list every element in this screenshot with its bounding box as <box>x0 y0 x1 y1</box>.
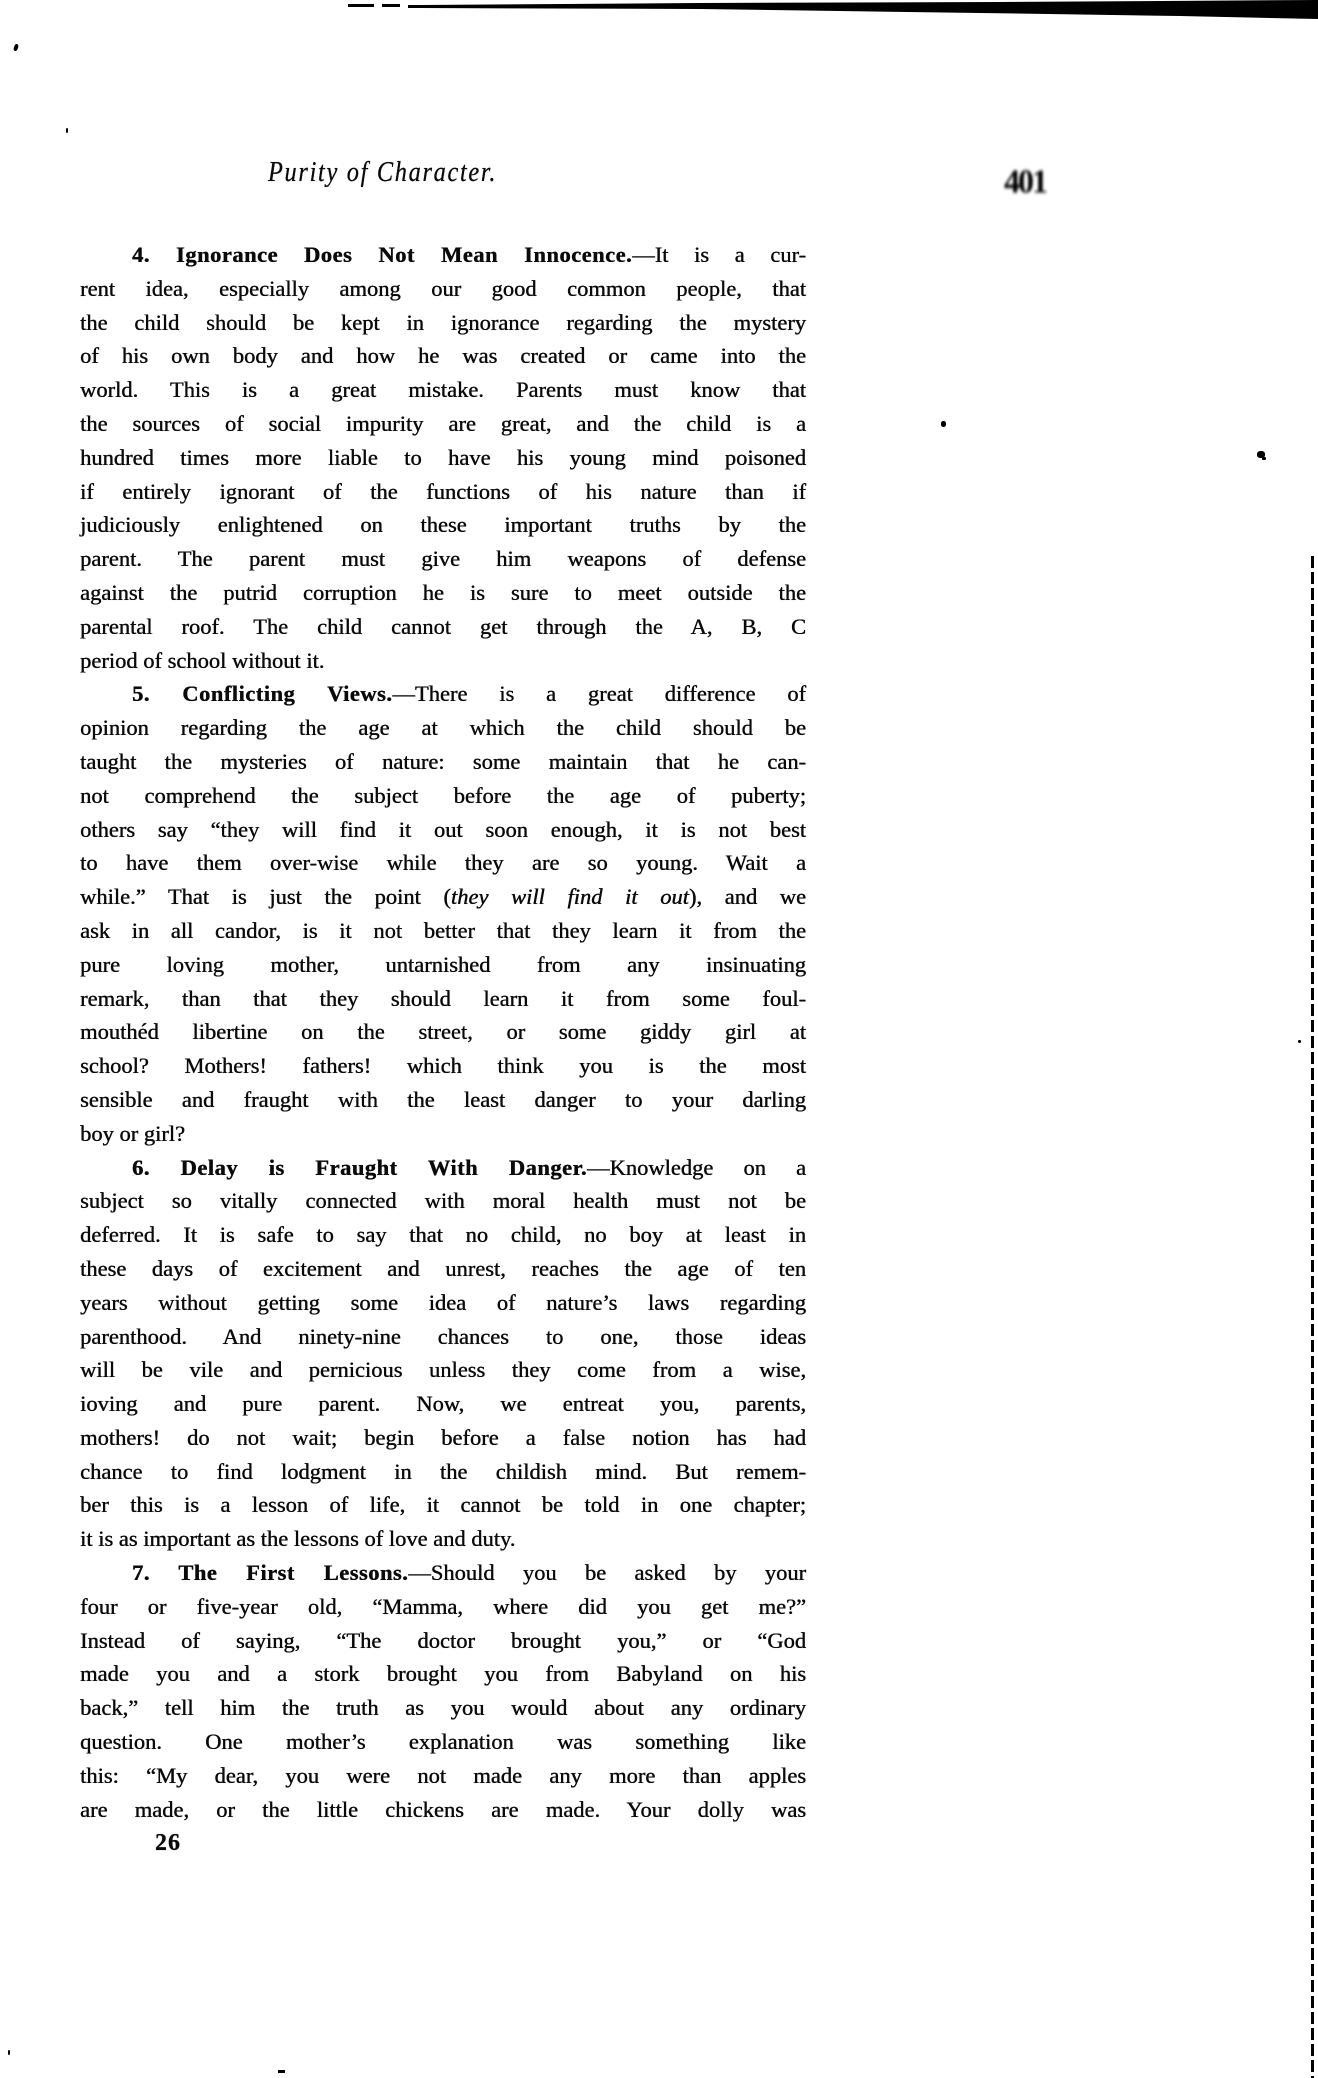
text-segment: sensible and fraught with the least danger to your darling <box>80 1086 806 1112</box>
text-line <box>80 846 806 880</box>
text-line <box>80 1691 806 1725</box>
text-segment: this: “My dear, you were not made any more than apples <box>80 1762 806 1788</box>
paragraph <box>80 238 806 677</box>
text-line <box>80 1049 806 1083</box>
text-line <box>80 475 806 509</box>
text-line <box>80 745 806 779</box>
text-segment: opinion regarding the age at which the child should be <box>80 715 806 741</box>
text-segment: against the putrid corruption he is sure to meet outside the <box>80 579 806 605</box>
text-segment: will be vile and pernicious unless they come from a wise, <box>80 1357 806 1383</box>
text-line <box>80 1522 806 1556</box>
paragraph <box>80 1151 806 1557</box>
text-line <box>80 1725 806 1759</box>
text-segment: if entirely ignorant of the functions of his nature than if <box>80 478 806 504</box>
paragraph <box>80 1556 806 1826</box>
paragraph-heading: 6. Delay is Fraught With Danger. <box>132 1154 588 1180</box>
ink-speck <box>278 2070 285 2073</box>
text-segment: they will find it out <box>450 884 689 910</box>
text-line <box>80 1184 806 1218</box>
text-segment: pure loving mother, untarnished from any insinuating <box>80 951 806 977</box>
text-segment: remark, than that they should learn it from some foul- <box>80 985 806 1011</box>
text-segment: hundred times more liable to have his young mind poisoned <box>80 444 806 470</box>
text-segment: deferred. It is safe to say that no child, no boy at least in <box>80 1222 806 1248</box>
text-segment: are made, or the little chickens are made. Your dolly was <box>80 1796 806 1822</box>
ink-speck <box>1298 1040 1301 1043</box>
running-header-title: Purity of Character. <box>268 156 498 188</box>
text-line <box>80 914 806 948</box>
text-line <box>80 677 806 711</box>
text-segment: parenthood. And ninety-nine chances to one, those ideas <box>80 1323 806 1349</box>
text-line <box>80 1455 806 1489</box>
text-segment: years without getting some idea of nature’s laws regarding <box>80 1289 806 1315</box>
text-segment: world. This is a great mistake. Parents must know that <box>80 377 806 403</box>
text-segment: ioving and pure parent. Now, we entreat you, parents, <box>80 1391 806 1417</box>
text-segment: chance to find lodgment in the childish mind. But remem- <box>80 1458 806 1484</box>
text-segment: the sources of social impurity are great, and the child is a <box>80 410 806 436</box>
text-line <box>80 982 806 1016</box>
text-segment: judiciously enlightened on these important truths by the <box>80 512 806 538</box>
text-segment: back,” tell him the truth as you would about any ordinary <box>80 1695 806 1721</box>
text-segment: not comprehend the subject before the age of puberty; <box>80 782 806 808</box>
text-segment: —There is a great difference of <box>392 681 806 707</box>
text-segment: made you and a stork brought you from Babyland on his <box>80 1661 806 1687</box>
text-segment: subject so vitally connected with moral health must not be <box>80 1188 806 1214</box>
text-segment: school? Mothers! fathers! which think you is the most <box>80 1053 806 1079</box>
text-line <box>80 779 806 813</box>
text-line <box>80 1083 806 1117</box>
text-line <box>80 441 806 475</box>
text-segment: ), and we <box>688 884 806 910</box>
text-line <box>80 1151 806 1185</box>
ink-speck <box>66 128 68 133</box>
signature-mark: 26 <box>155 1830 181 1856</box>
text-line <box>80 1252 806 1286</box>
text-line <box>80 948 806 982</box>
text-segment: —It is a cur- <box>632 242 806 267</box>
text-segment: parent. The parent must give him weapons of defense <box>80 546 806 572</box>
text-segment: period of school without it. <box>80 647 325 673</box>
text-segment: of his own body and how he was created or came into the <box>80 343 806 369</box>
text-line <box>80 1218 806 1252</box>
text-line <box>80 272 806 306</box>
text-line <box>80 813 806 847</box>
text-segment: rent idea, especially among our good common people, that <box>80 275 806 301</box>
scan-artifact-right-line <box>1311 556 1314 2078</box>
text-line <box>80 1590 806 1624</box>
text-line <box>80 610 806 644</box>
scan-artifact-top-bar <box>0 0 1318 24</box>
text-segment: question. One mother’s explanation was something like <box>80 1729 806 1755</box>
text-line <box>80 306 806 340</box>
text-line <box>80 1759 806 1793</box>
text-line <box>80 1286 806 1320</box>
text-line <box>80 542 806 576</box>
text-block <box>80 238 806 1826</box>
ink-speck <box>1257 451 1265 458</box>
text-segment: others say “they will find it out soon enough, it is not best <box>80 816 806 842</box>
paragraph-heading: 5. Conflicting Views. <box>132 681 393 707</box>
text-segment: parental roof. The child cannot get through the A, B, C <box>80 613 806 639</box>
text-line <box>80 1657 806 1691</box>
text-line <box>80 1387 806 1421</box>
paragraph <box>80 677 806 1150</box>
text-line <box>80 508 806 542</box>
ink-speck <box>13 44 19 52</box>
text-line <box>80 407 806 441</box>
text-segment: mothers! do not wait; begin before a false notion has had <box>80 1424 806 1450</box>
ink-speck <box>941 421 946 427</box>
text-line <box>80 238 806 272</box>
text-line <box>80 1793 806 1827</box>
text-line <box>80 1015 806 1049</box>
text-line <box>80 339 806 373</box>
text-line <box>80 644 806 678</box>
text-line <box>80 1117 806 1151</box>
text-segment: while.” That is just the point ( <box>80 884 451 910</box>
text-segment: —Should you be asked by your <box>408 1560 806 1586</box>
page-number: 401 <box>1004 162 1046 200</box>
text-segment: taught the mysteries of nature: some maintain that he can- <box>80 748 806 774</box>
text-line <box>80 1556 806 1590</box>
text-line <box>80 1624 806 1658</box>
text-segment: —Knowledge on a <box>587 1154 807 1180</box>
text-segment: boy or girl? <box>80 1120 185 1146</box>
ink-speck <box>8 2050 10 2055</box>
text-segment: these days of excitement and unrest, reaches the age of ten <box>80 1255 806 1281</box>
text-line <box>80 1421 806 1455</box>
text-segment: ask in all candor, is it not better that they learn it from the <box>80 917 806 943</box>
text-line <box>80 576 806 610</box>
text-line <box>80 1488 806 1522</box>
text-segment: four or five-year old, “Mamma, where did you get me?” <box>80 1593 806 1619</box>
paragraph-heading: 4. Ignorance Does Not Mean Innocence. <box>132 242 633 267</box>
text-segment: ber this is a lesson of life, it cannot be told in one chapter; <box>80 1492 806 1518</box>
text-line <box>80 880 806 914</box>
paragraph-heading: 7. The First Lessons. <box>132 1560 409 1586</box>
text-segment: to have them over-wise while they are so young. Wait a <box>80 850 806 876</box>
text-line <box>80 1353 806 1387</box>
text-segment: it is as important as the lessons of love and duty. <box>80 1526 516 1552</box>
text-segment: the child should be kept in ignorance regarding the mystery <box>80 309 806 335</box>
text-segment: mouthéd libertine on the street, or some giddy girl at <box>80 1019 806 1045</box>
text-line <box>80 711 806 745</box>
text-line <box>80 373 806 407</box>
text-segment: Instead of saying, “The doctor brought you,” or “God <box>80 1627 806 1653</box>
text-line <box>80 1320 806 1354</box>
